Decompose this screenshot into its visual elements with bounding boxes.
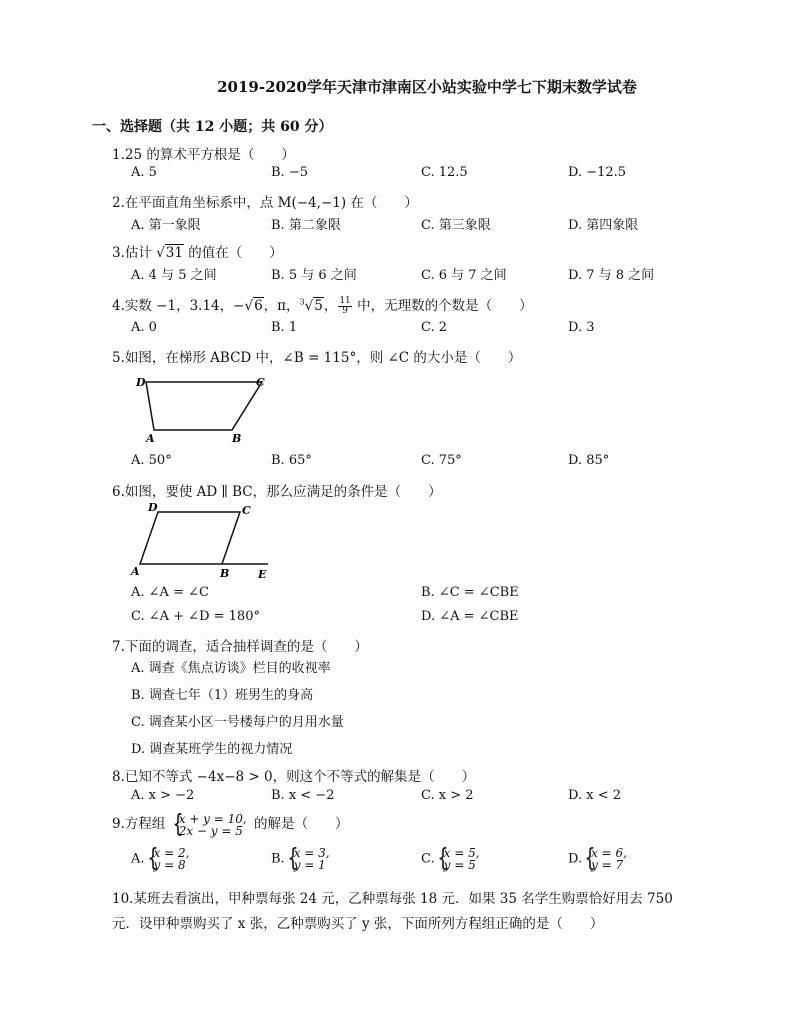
q2-option-b: B. 第二象限 <box>271 218 341 233</box>
equation-line: y = 8 <box>153 858 186 872</box>
equation-line: y = 5 <box>443 858 476 872</box>
q5-option-a: A. 50° <box>131 453 172 468</box>
q8-option-d: D. x < 2 <box>568 788 621 803</box>
label-a: A <box>131 565 140 578</box>
equation-system <box>435 847 480 871</box>
trapezoid-shape <box>146 382 262 430</box>
q1-option-a: A. 5 <box>131 165 157 180</box>
option-letter: B. <box>271 851 285 867</box>
q7-option-c: C. 调查某小区一号楼每户的月用水量 <box>131 715 344 730</box>
question-10-continued: 元．设甲种票购买了 x 张，乙种票购买了 y 张，下面所列方程组正确的是（ ） <box>112 916 604 932</box>
label-b: B <box>220 567 230 580</box>
question-text: 估计 <box>124 245 157 261</box>
question-2 <box>112 191 418 211</box>
label-c: C <box>242 504 251 517</box>
equation-system <box>582 847 627 871</box>
trapezoid-figure <box>130 370 280 448</box>
equation-line: { x = 2, <box>153 846 190 860</box>
question-1 <box>112 143 295 163</box>
q8-option-b: B. x < −2 <box>271 788 335 803</box>
q6-option-c: C. ∠A + ∠D = 180° <box>131 609 260 624</box>
q4-option-d: D. 3 <box>568 320 595 335</box>
equation-system <box>285 847 330 871</box>
question-text: 已知不等式 −4x−8 > 0，则这个不等式的解集是（ ） <box>124 769 476 785</box>
radicand: 5 <box>314 298 323 314</box>
equation-line: { x + y = 10, <box>178 811 247 826</box>
q9-option-d <box>568 847 630 871</box>
question-text: 下面的调查，适合抽样调查的是（ ） <box>124 639 368 655</box>
label-c: C <box>256 376 265 389</box>
label-d: D <box>136 376 146 389</box>
q6-option-b: B. ∠C = ∠CBE <box>421 585 519 600</box>
question-7 <box>112 635 368 655</box>
q5-option-c: C. 75° <box>421 453 462 468</box>
question-number: 9. <box>112 816 125 832</box>
q9-option-c <box>421 847 483 871</box>
q7-option-a: A. 调查《焦点访谈》栏目的收视率 <box>131 661 331 676</box>
equation-line: { x = 5, <box>443 846 480 860</box>
q9-option-b <box>271 847 333 871</box>
question-number: 3. <box>112 245 125 261</box>
equation-line: y = 1 <box>293 858 326 872</box>
equation-line: 2x − y = 5 <box>178 823 243 838</box>
question-number: 7. <box>112 639 125 655</box>
cbrt-expression: √5 <box>304 298 323 314</box>
option-letter: A. <box>131 851 145 867</box>
q1-option-d: D. −12.5 <box>568 165 627 180</box>
q3-option-b: B. 5 与 6 之间 <box>271 268 357 283</box>
q4-option-a: A. 0 <box>131 320 157 335</box>
q1-option-b: B. −5 <box>271 165 308 180</box>
question-text: 某班去看演出，甲种票每张 24 元，乙种票每张 18 元．如果 35 名学生购票恰好用去 750 <box>133 891 673 907</box>
equation-system <box>170 813 247 837</box>
q3-option-d: D. 7 与 8 之间 <box>568 268 655 283</box>
label-b: B <box>232 432 242 445</box>
q6-option-d: D. ∠A = ∠CBE <box>421 609 519 624</box>
q2-option-c: C. 第三象限 <box>421 218 491 233</box>
parallelogram-shape <box>140 512 240 564</box>
q2-option-a: A. 第一象限 <box>131 218 201 233</box>
q7-option-d: D. 调查某班学生的视力情况 <box>131 742 293 757</box>
q4-option-b: B. 1 <box>271 320 298 335</box>
question-text: 25 的算术平方根是（ ） <box>124 147 295 163</box>
question-number: 6. <box>112 484 125 500</box>
fraction <box>338 297 351 316</box>
question-text: 实数 −1，3.14，− <box>124 298 245 314</box>
question-9 <box>112 812 348 837</box>
radicand: 31 <box>165 245 183 261</box>
question-text: 如图，在梯形 ABCD 中，∠B = 115°，则 ∠C 的大小是（ ） <box>124 350 522 366</box>
q4-option-c: C. 2 <box>421 320 448 335</box>
q8-option-c: C. x > 2 <box>421 788 474 803</box>
q1-option-c: C. 12.5 <box>421 165 468 180</box>
q5-option-d: D. 85° <box>568 453 610 468</box>
question-5 <box>112 346 521 366</box>
equation-system <box>145 847 190 871</box>
question-4: 4.实数 −1，3.14，−√6，π，$^3$√5， $\frac{11}{9}$ 中，无理数的个数是（ ） <box>112 296 533 316</box>
equation-line: { x = 3, <box>293 846 330 860</box>
question-8 <box>112 765 475 785</box>
question-number: 8. <box>112 769 125 785</box>
q9-option-a <box>131 847 192 871</box>
q2-option-d: D. 第四象限 <box>568 218 639 233</box>
root-index: 3 <box>299 297 305 307</box>
question-text: 中，无理数的个数是（ ） <box>352 298 533 314</box>
numerator: 11 <box>339 296 351 306</box>
sqrt-expression: √31 <box>156 245 183 261</box>
question-text: 的解是（ ） <box>249 816 349 832</box>
q6-option-a: A. ∠A = ∠C <box>131 585 209 600</box>
option-letter: D. <box>568 851 583 867</box>
question-10 <box>112 887 673 907</box>
question-text: ，π， <box>263 298 300 314</box>
question-number: 2. <box>112 195 125 211</box>
question-6 <box>112 480 442 500</box>
question-number: 10. <box>112 891 134 907</box>
question-text: 的值在（ ） <box>183 245 283 261</box>
question-number: 1. <box>112 147 125 163</box>
question-text: 在平面直角坐标系中，点 M(−4,−1) 在（ ） <box>124 195 418 211</box>
q3-option-c: C. 6 与 7 之间 <box>421 268 507 283</box>
denominator: 9 <box>342 306 348 316</box>
question-number: 4. <box>112 298 125 314</box>
radicand: 6 <box>254 298 263 314</box>
question-text: 方程组 <box>124 816 170 832</box>
label-d: D <box>148 501 158 514</box>
q3-option-a: A. 4 与 5 之间 <box>131 268 217 283</box>
question-text: 如图，要使 AD ∥ BC，那么应满足的条件是（ ） <box>124 484 442 500</box>
section-heading: 一、选择题（共 12 小题；共 60 分） <box>92 119 333 135</box>
question-3 <box>112 241 283 261</box>
question-number: 5. <box>112 350 125 366</box>
sqrt-expression: √6 <box>244 298 263 314</box>
equation-line: { x = 6, <box>591 846 627 860</box>
label-e: E <box>258 568 267 581</box>
page-title: 2019-2020学年天津市津南区小站实验中学七下期末数学试卷 <box>217 78 637 96</box>
q8-option-a: A. x > −2 <box>131 788 195 803</box>
parallelogram-figure <box>128 500 278 582</box>
q5-option-b: B. 65° <box>271 453 312 468</box>
equation-line: y = 7 <box>591 858 624 872</box>
q7-option-b: B. 调查七年（1）班男生的身高 <box>131 688 314 703</box>
option-letter: C. <box>421 851 435 867</box>
label-a: A <box>146 432 155 445</box>
